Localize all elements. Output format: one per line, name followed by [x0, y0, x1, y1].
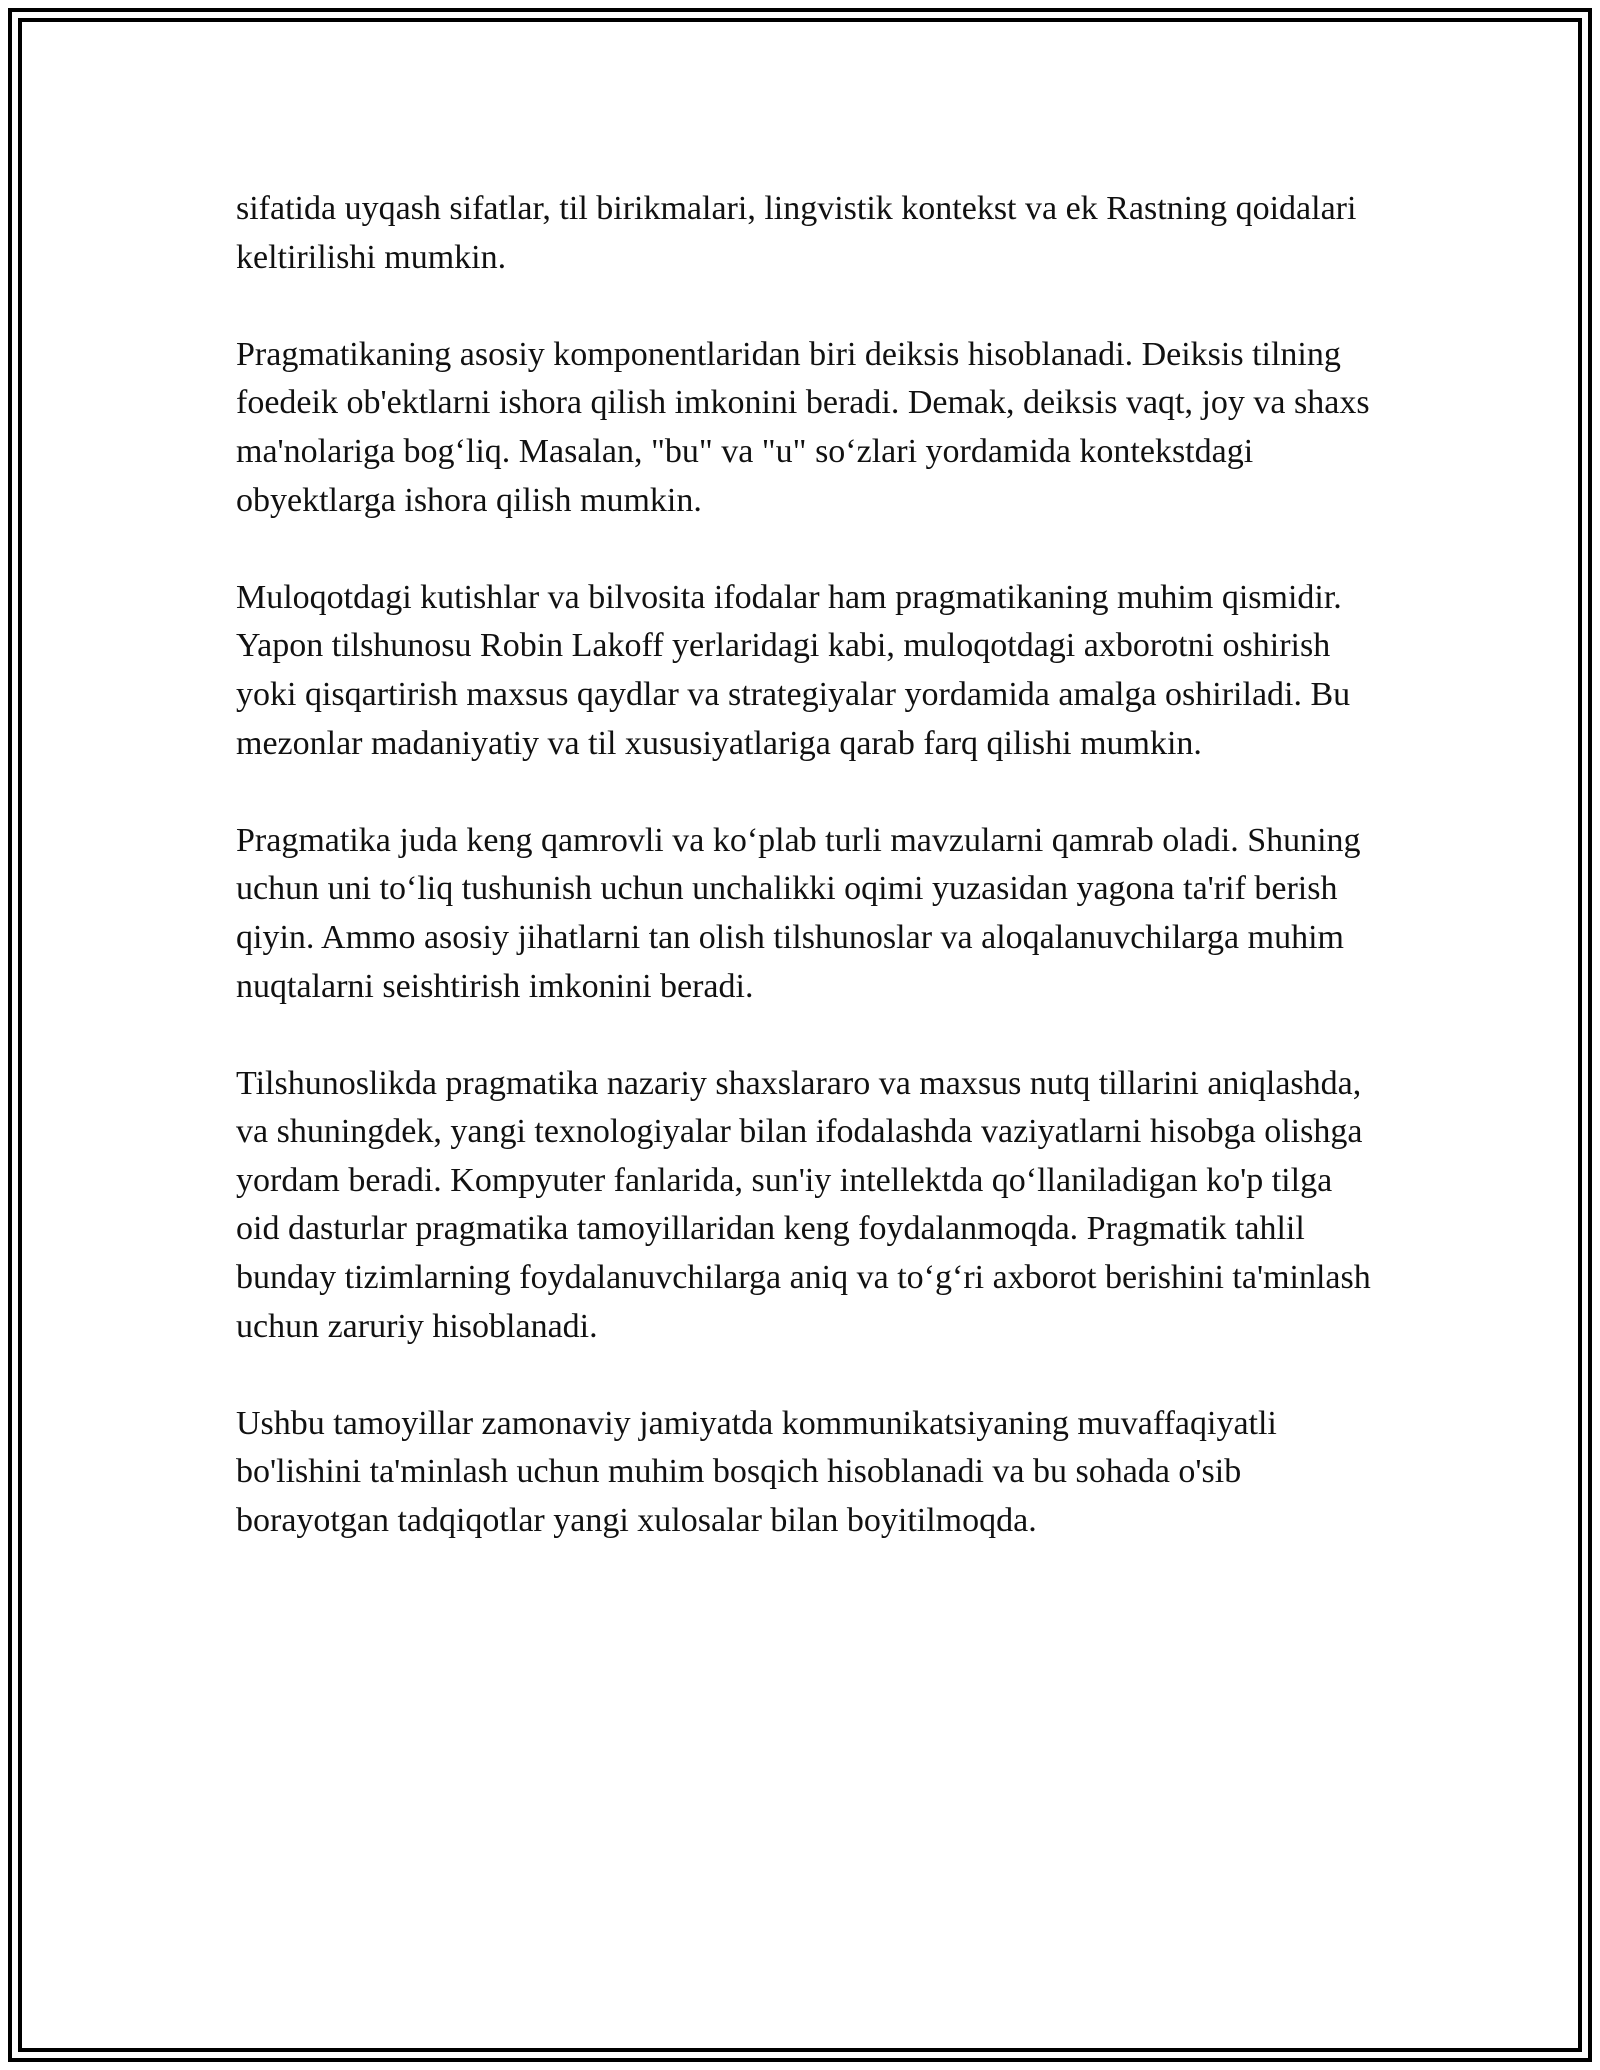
- paragraph: Tilshunoslikda pragmatika nazariy shaxslararo va maxsus nutq tillarini aniqlashda, va shuningdek, yangi texnologiyalar bilan ifodalashda vaziyatlarni hisobga olishga yordam beradi. Kompyuter fanlarida, sun'iy intellektda qo‘llaniladigan ko'p tilga oid dasturlar pragmatika tamoyillaridan keng foydalanmoqda. Pragmatik tahlil bunday tizimlarning foydalanuvchilarga aniq va to‘g‘ri axborot berishini ta'minlash uchun zaruriy hisoblanadi.: [236, 1064, 1371, 1345]
- paragraph: Pragmatikaning asosiy komponentlaridan biri deiksis hisoblanadi. Deiksis tilning foedeik ob'ektlarni ishora qilish imkonini beradi. Demak, deiksis vaqt, joy va shaxs ma'nolariga bog‘liq. Masalan, "bu" va "u" so‘zlari yordamida kontekstdagi obyektlarga ishora qilish mumkin.: [236, 335, 1370, 519]
- paragraph: Muloqotdagi kutishlar va bilvosita ifodalar ham pragmatikaning muhim qismidir. Yapon tilshunosu Robin Lakoff yerlaridagi kabi, muloqotdagi axborotni oshirish yoki qisqartirish maxsus qaydlar va strategiyalar yordamida amalga oshiriladi. Bu mezonlar madaniyatiy va til xususiyatlariga qarab farq qilishi mumkin.: [236, 578, 1351, 762]
- paragraph: Pragmatika juda keng qamrovli va ko‘plab turli mavzularni qamrab oladi. Shuning uchun uni to‘liq tushunish uchun unchalikki oqimi yuzasidan yagona ta'rif berish qiyin. Ammo asosiy jihatlarni tan olish tilshunoslar va aloqalanuvchilarga muhim nuqtalarni seishtirish imkonini beradi.: [236, 821, 1361, 1005]
- paragraph: sifatida uyqash sifatlar, til birikmalari, lingvistik kontekst va ek Rastning qoidalari keltirilishi mumkin.: [236, 190, 1357, 276]
- document-body: [236, 185, 1376, 1546]
- paragraph: Ushbu tamoyillar zamonaviy jamiyatda kommunikatsiyaning muvaffaqiyatli bo'lishini ta'minlash uchun muhim bosqich hisoblanadi va bu sohada o'sib borayotgan tadqiqotlar yangi xulosalar bilan boyitilmoqda.: [236, 1404, 1277, 1540]
